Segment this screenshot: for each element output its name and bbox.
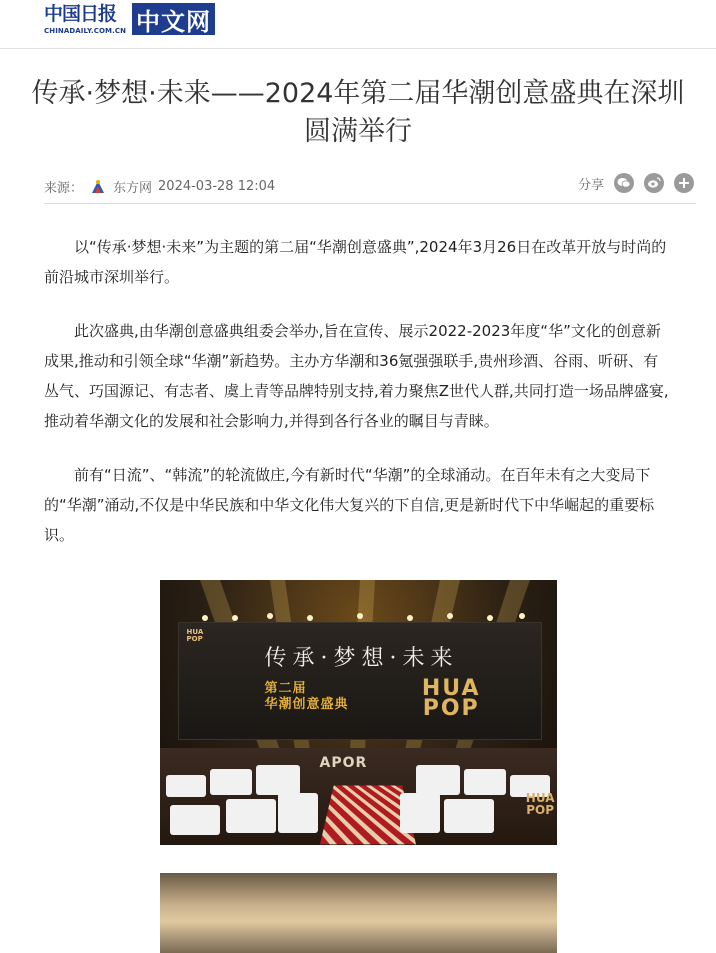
share-label: 分享 bbox=[577, 177, 604, 193]
floor-brand-line2: POP bbox=[526, 803, 555, 817]
article-image-venue bbox=[160, 873, 557, 953]
article-paragraph-3: 前有“日流”、“韩流”的轮流做庄,今有新时代“华潮”的全球涌动。在百年未有之大变局下的“华潮”涌动,不仅是中华民族和中华文化伟大复兴的下自信,更是新时代下中华崛起的重要标识。 bbox=[44, 466, 655, 544]
east-day-source-logo-icon bbox=[89, 178, 107, 196]
weibo-share-icon[interactable] bbox=[644, 173, 664, 193]
source-label: 来源： bbox=[44, 181, 84, 196]
china-daily-logo[interactable] bbox=[44, 3, 215, 37]
logo-en-text: CHINADAILY.COM.CN bbox=[44, 27, 127, 35]
source-name[interactable]: 东方网 bbox=[113, 181, 153, 196]
screen-subtitle bbox=[265, 681, 349, 713]
floor-sign-text: APOR bbox=[319, 755, 368, 771]
screen-small-brand-line2: POP bbox=[186, 635, 203, 643]
floor-brand bbox=[526, 792, 555, 816]
screen-brand-line2: POP bbox=[422, 696, 480, 721]
wechat-share-icon[interactable] bbox=[614, 173, 634, 193]
screen-small-brand bbox=[187, 629, 204, 643]
article-paragraph-2: 此次盛典,由华潮创意盛典组委会举办,旨在宣传、展示2022-2023年度“华”文化的创意新成果,推动和引领全球“华潮”新趋势。主办方华潮和36氪强强联手,贵州珍酒、谷雨、听研、有丛气、巧国源记、有志者、虞上青等品牌特别支持,着力聚焦Z世代人群,共同打造一场品牌盛宴,推动着华潮文化的发展和社会影响力,并得到各行各业的瞩目与青睐。 bbox=[44, 322, 669, 430]
logo-wordmark bbox=[44, 3, 130, 37]
share-bar bbox=[578, 173, 694, 193]
stage-screen bbox=[178, 622, 542, 740]
article-meta bbox=[44, 175, 696, 204]
logo-channel-box: 中文网 bbox=[132, 3, 215, 35]
screen-title: 传承·梦想·未来 bbox=[264, 646, 459, 671]
screen-small-brand-line1: HUA bbox=[186, 628, 204, 636]
plus-share-icon[interactable] bbox=[674, 173, 694, 193]
site-header bbox=[0, 0, 716, 49]
article-title: 传承·梦想·未来——2024年第二届华潮创意盛典在深圳圆满举行 bbox=[31, 78, 685, 147]
screen-brand-line1: HUA bbox=[421, 676, 481, 701]
publish-datetime: 2024-03-28 12:04 bbox=[158, 179, 276, 194]
screen-brand bbox=[421, 676, 481, 721]
logo-cn-text: 中国日报 bbox=[44, 3, 117, 25]
floor-brand-line1: HUA bbox=[525, 791, 555, 805]
article-paragraph-1: 以“传承·梦想·未来”为主题的第二届“华潮创意盛典”,2024年3月26日在改革开放与时尚的前沿城市深圳举行。 bbox=[44, 238, 667, 286]
screen-subtitle-line2: 华潮创意盛典 bbox=[264, 697, 349, 712]
article-body bbox=[44, 232, 672, 550]
screen-subtitle-line1: 第二届 bbox=[264, 681, 307, 696]
article-image-stage bbox=[160, 580, 557, 845]
meta-source bbox=[44, 177, 275, 196]
